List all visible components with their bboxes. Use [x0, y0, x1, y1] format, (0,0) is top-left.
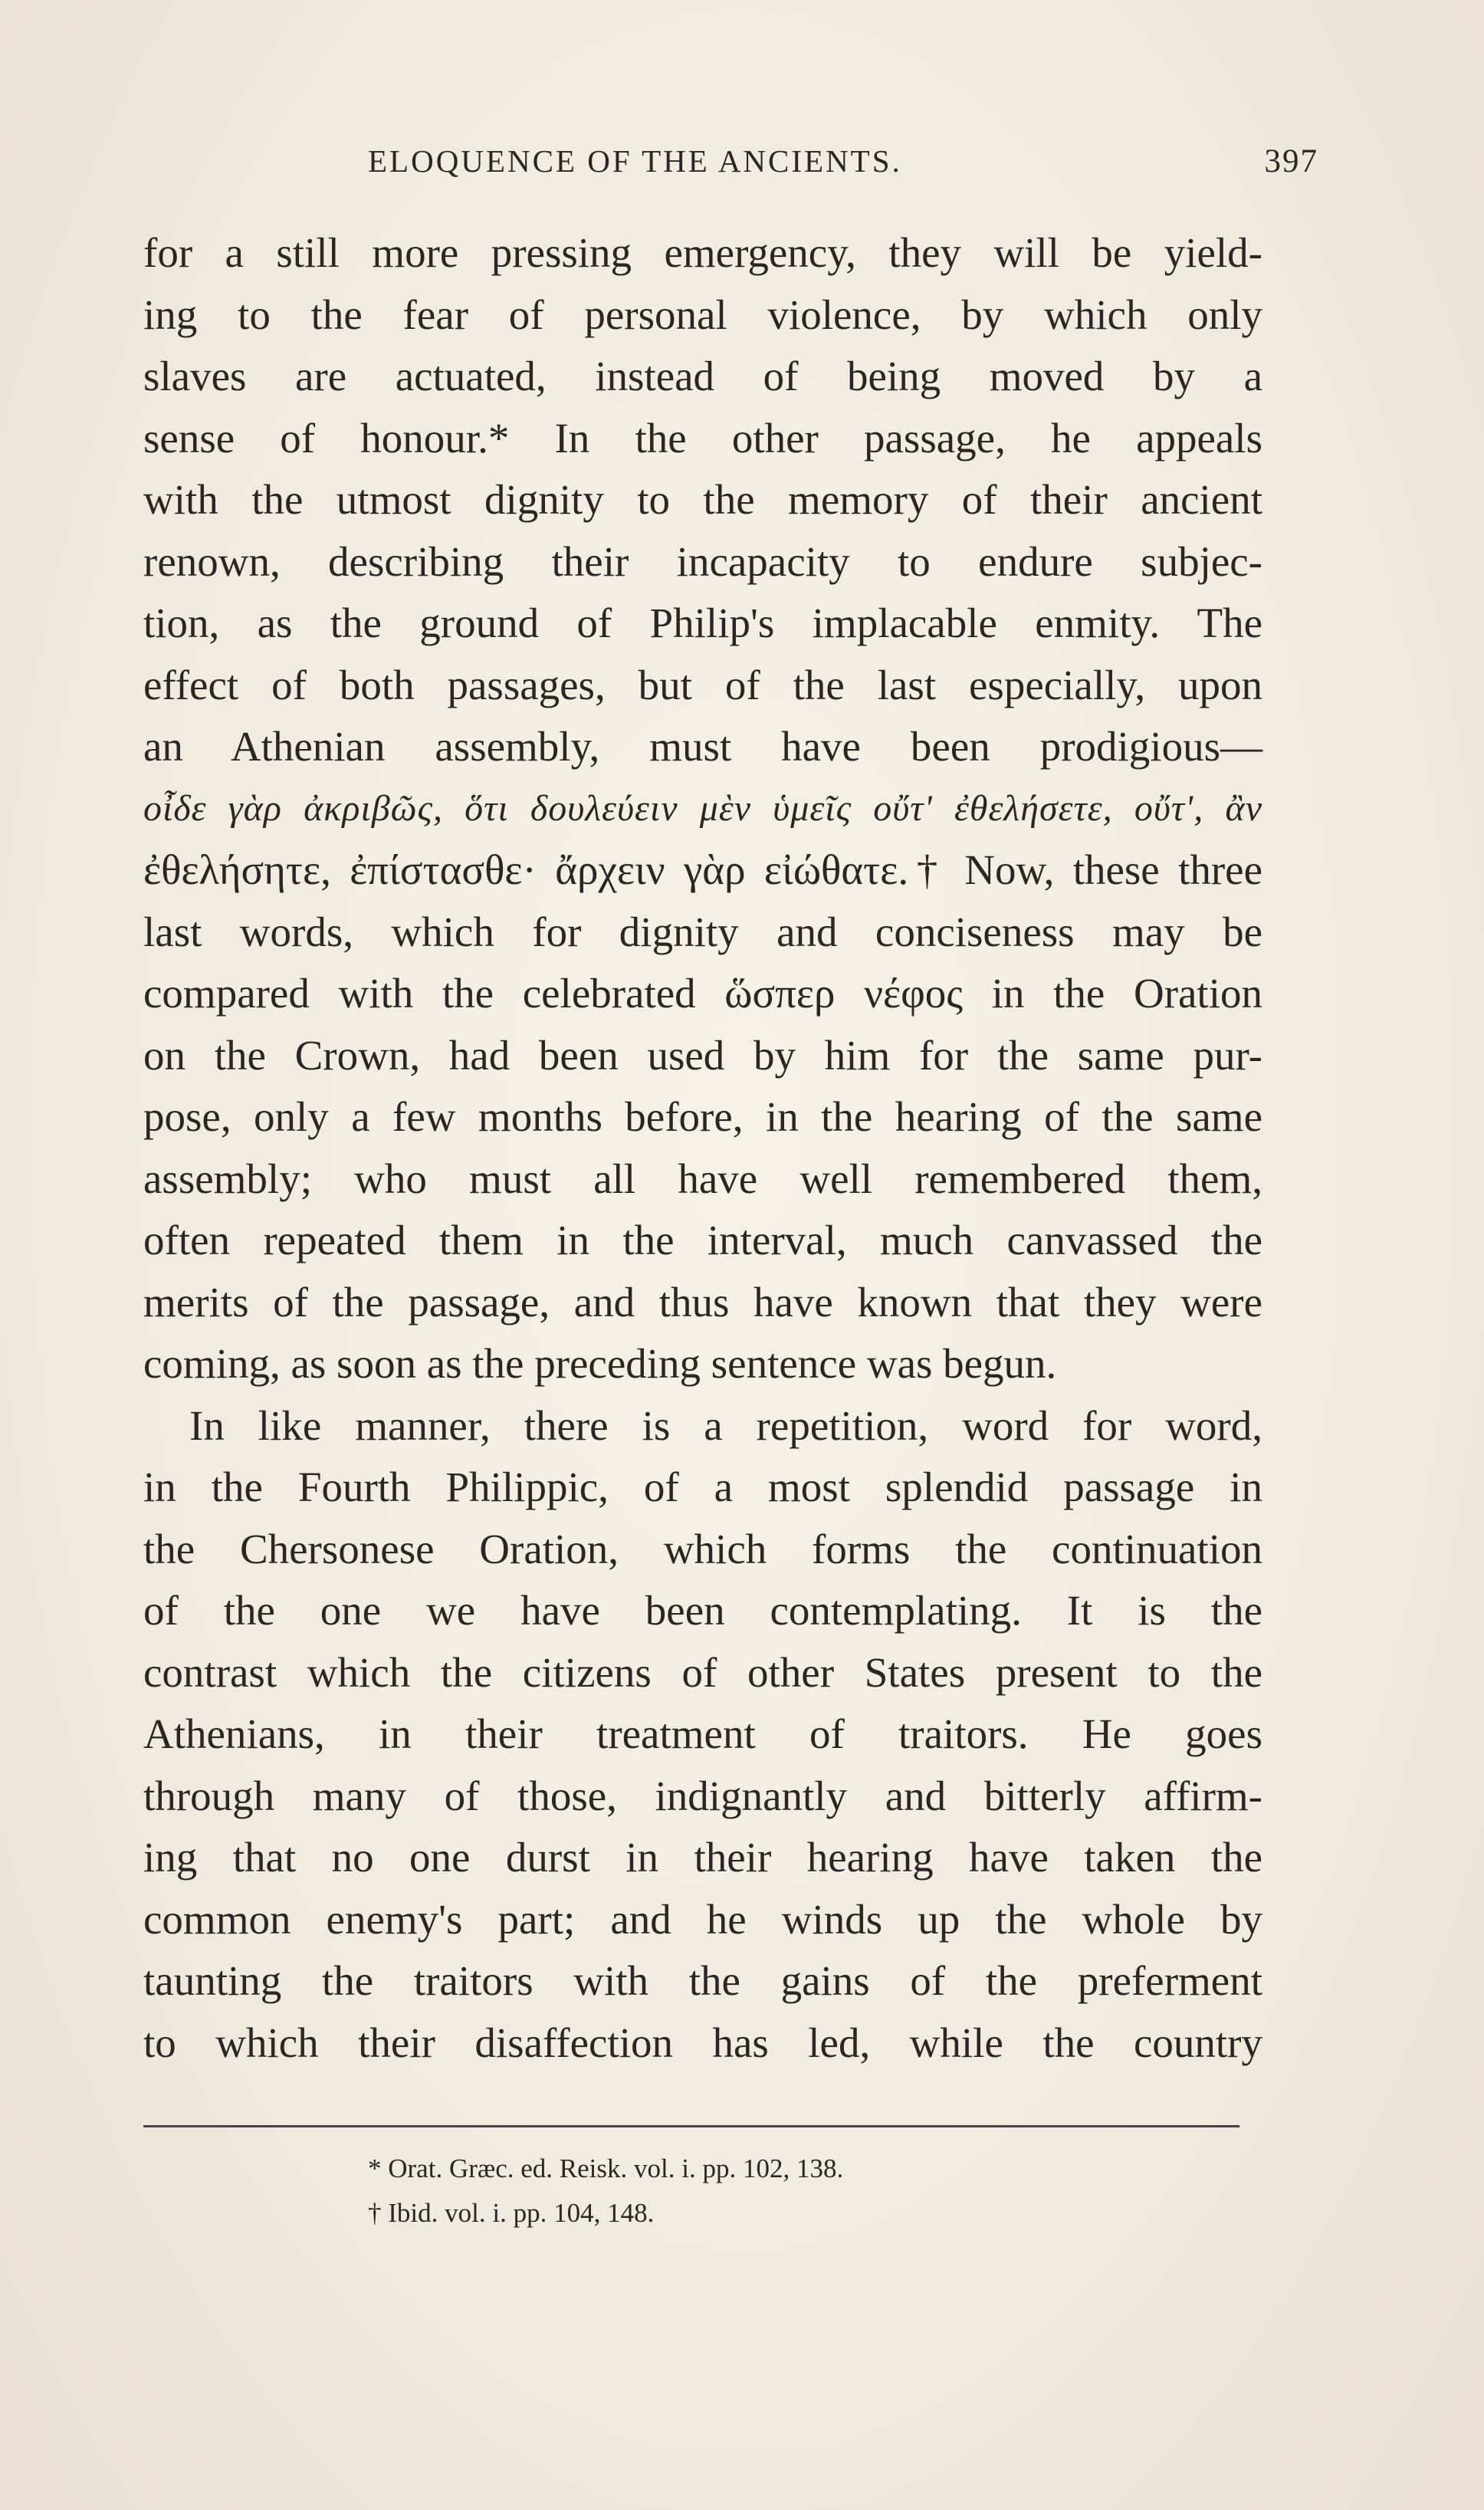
- text-line: merits of the passage, and thus have known that they were: [143, 1278, 1262, 1326]
- text-line: coming, as soon as the preceding sentence was begun.: [143, 1340, 1057, 1387]
- text-line: Athenians, in their treatment of traitors. He goes: [143, 1710, 1262, 1757]
- text-line: pose, only a few months before, in the hearing of the same: [143, 1093, 1262, 1140]
- text-line: for a still more pressing emergency, they will be yield-: [143, 229, 1262, 276]
- text-line: slaves are actuated, instead of being moved by a: [143, 353, 1262, 399]
- paragraph-start-line: In like manner, there is a repetition, word for word,: [189, 1401, 1262, 1449]
- footnote: * Orat. Græc. ed. Reisk. vol. i. pp. 102, 138.: [368, 2154, 844, 2183]
- text-line: assembly; who must all have well remembered them,: [143, 1155, 1262, 1202]
- text-line: contrast which the citizens of other States present to the: [143, 1648, 1262, 1696]
- text-line: on the Crown, had been used by him for the same pur-: [143, 1031, 1262, 1079]
- page-header: [146, 143, 1318, 189]
- footnotes: [368, 2147, 1134, 2236]
- text-line: tion, as the ground of Philip's implacable enmity. The: [143, 600, 1262, 646]
- text-line: in the Fourth Philippic, of a most splendid passage in: [143, 1464, 1262, 1510]
- text-line: ἐθελήσητε, ἐπίστασθε· ἄρχειν γὰρ εἰώθατε.† Now, these three: [143, 846, 1262, 893]
- text-line: through many of those, indignantly and bitterly affirm-: [143, 1772, 1262, 1819]
- text-line: of the one we have been contemplating. It is the: [143, 1587, 1262, 1634]
- text-line: common enemy's part; and he winds up the whole by: [143, 1895, 1262, 1943]
- text-line: ing that no one durst in their hearing have taken the: [143, 1834, 1262, 1881]
- text-line: to which their disaffection has led, while the country: [143, 2019, 1262, 2066]
- footnote: † Ibid. vol. i. pp. 104, 148.: [368, 2198, 655, 2228]
- text-line: compared with the celebrated ὥσπερ νέφος in the Oration: [143, 970, 1262, 1017]
- text-line: often repeated them in the interval, much canvassed the: [143, 1217, 1262, 1263]
- text-line: sense of honour.* In the other passage, he appeals: [143, 414, 1262, 462]
- text-line: taunting the traitors with the gains of the preferment: [143, 1957, 1262, 2004]
- running-title: ELOQUENCE OF THE ANCIENTS.: [368, 143, 902, 179]
- greek-quotation-line: οἶδε γὰρ ἀκριβῶς, ὅτι δουλεύειν μὲν ὑμεῖς οὔτ' ἐθελήσετε, οὔτ', ἂν: [143, 787, 1262, 829]
- text-line: ing to the fear of personal violence, by which only: [143, 291, 1262, 338]
- footnote-divider: [143, 2125, 1239, 2127]
- text-line: an Athenian assembly, must have been prodigious—: [143, 723, 1262, 770]
- page-number: 397: [1264, 143, 1318, 179]
- body-text: [143, 222, 1262, 2074]
- text-line: with the utmost dignity to the memory of their ancient: [143, 476, 1262, 523]
- text-line: renown, describing their incapacity to endure subjec-: [143, 537, 1262, 585]
- text-line: effect of both passages, but of the last especially, upon: [143, 661, 1262, 708]
- text-line: last words, which for dignity and conciseness may be: [143, 908, 1262, 955]
- text-line: the Chersonese Oration, which forms the continuation: [143, 1525, 1262, 1572]
